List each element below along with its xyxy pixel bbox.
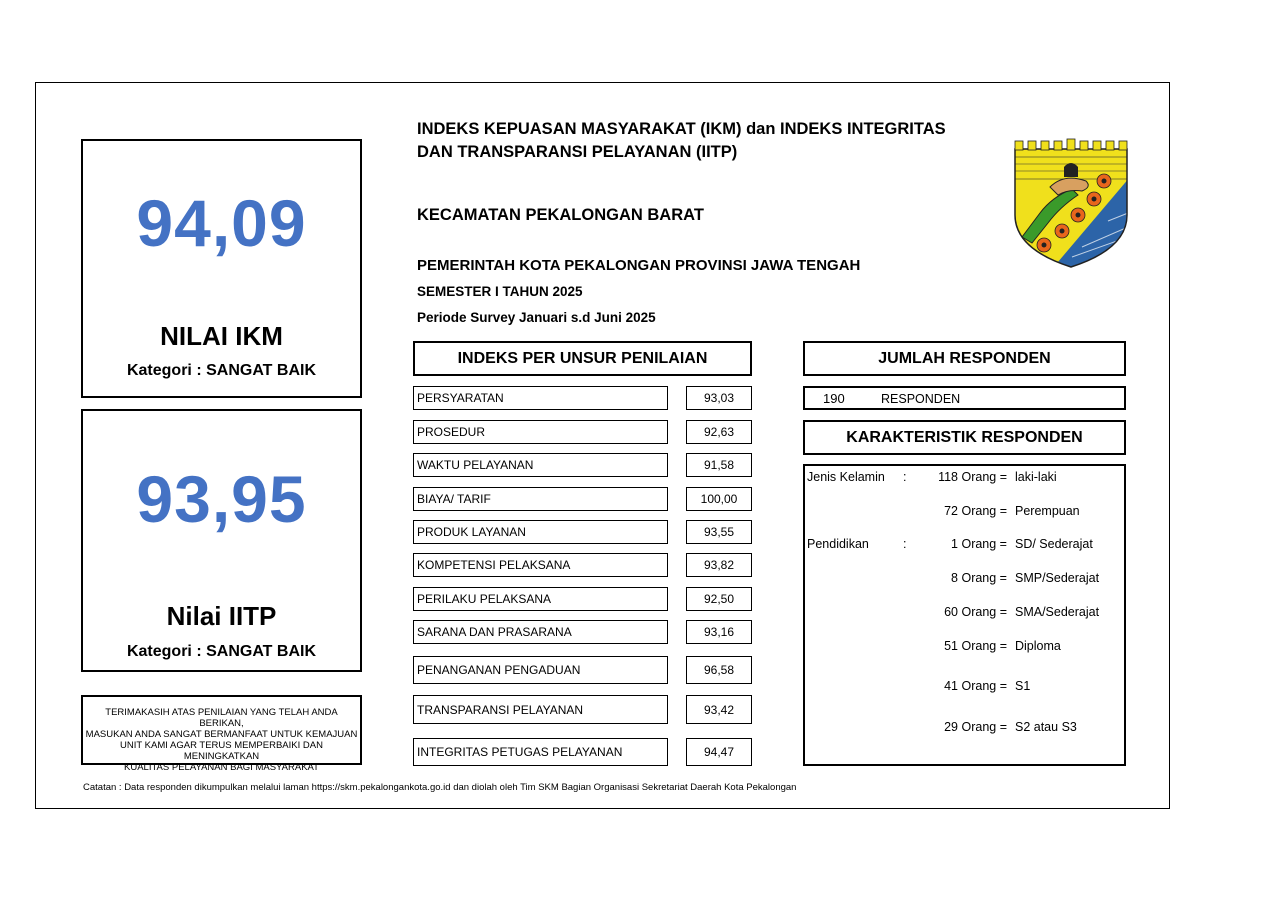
- karakteristik-box: [803, 464, 1126, 766]
- pendidikan-colon: :: [903, 537, 907, 551]
- unsur-value: 92,50: [686, 587, 752, 611]
- thanks-line: TERIMAKASIH ATAS PENILAIAN YANG TELAH ANDA BERIKAN,: [105, 707, 338, 729]
- karakteristik-desc: Diploma: [1015, 639, 1061, 653]
- ikm-label: NILAI IKM: [160, 321, 283, 351]
- responden-header: JUMLAH RESPONDEN: [803, 341, 1126, 376]
- kecamatan-title: KECAMATAN PEKALONGAN BARAT: [417, 206, 704, 224]
- pendidikan-label: Pendidikan: [807, 537, 869, 551]
- unsur-name: PRODUK LAYANAN: [413, 520, 668, 544]
- unsur-name: PROSEDUR: [413, 420, 668, 444]
- karakteristik-count: 1 Orang =: [951, 537, 1007, 551]
- unsur-name: PERILAKU PELAKSANA: [413, 587, 668, 611]
- iitp-label: Nilai IITP: [166, 601, 277, 631]
- karakteristik-count: 51 Orang =: [944, 639, 1007, 653]
- unsur-value: 94,47: [686, 738, 752, 766]
- karakteristik-count: 41 Orang =: [944, 679, 1007, 693]
- unsur-name: PENANGANAN PENGADUAN: [413, 656, 668, 684]
- unsur-name: KOMPETENSI PELAKSANA: [413, 553, 668, 577]
- thanks-line: KUALITAS PELAYANAN BAGI MASYARAKAT: [124, 762, 319, 773]
- karakteristik-desc: Perempuan: [1015, 504, 1080, 518]
- unsur-value: 100,00: [686, 487, 752, 511]
- jenis-kelamin-label: Jenis Kelamin: [807, 470, 885, 484]
- unsur-value: 93,03: [686, 386, 752, 410]
- unsur-name: SARANA DAN PRASARANA: [413, 620, 668, 644]
- kota-pekalongan-emblem-icon: [1012, 137, 1130, 269]
- ikm-box: [81, 139, 362, 398]
- unsur-name: INTEGRITAS PETUGAS PELAYANAN: [413, 738, 668, 766]
- karakteristik-desc: SMP/Sederajat: [1015, 571, 1100, 585]
- karakteristik-count: 118 Orang =: [938, 470, 1007, 484]
- iitp-kategori: Kategori : SANGAT BAIK: [126, 643, 317, 660]
- thanks-line: UNIT KAMI AGAR TERUS MEMPERBAIKI DAN MENINGKATKAN: [120, 740, 323, 762]
- unsur-name: TRANSPARANSI PELAYANAN: [413, 695, 668, 724]
- karakteristik-count: 29 Orang =: [944, 720, 1007, 734]
- unsur-value: 96,58: [686, 656, 752, 684]
- karakteristik-count: 72 Orang =: [944, 504, 1007, 518]
- unsur-value: 93,55: [686, 520, 752, 544]
- unsur-value: 91,58: [686, 453, 752, 477]
- responden-count: 190: [823, 391, 845, 406]
- unsur-value: 93,82: [686, 553, 752, 577]
- semester-text: SEMESTER I TAHUN 2025: [417, 284, 583, 299]
- jenis-kelamin-colon: :: [903, 470, 907, 484]
- responden-count-box: [803, 386, 1126, 410]
- catatan-note: Catatan : Data responden dikumpulkan melalui laman https://skm.pekalongankota.go.id dan diolah oleh Tim SKM Bagian Organisasi Sekretariat Daerah Kota Pekalongan: [83, 782, 797, 793]
- karakteristik-desc: SMA/Sederajat: [1015, 605, 1100, 619]
- unsur-name: BIAYA/ TARIF: [413, 487, 668, 511]
- ikm-value: 94,09: [136, 186, 307, 260]
- thanks-line: MASUKAN ANDA SANGAT BERMANFAAT UNTUK KEMAJUAN: [85, 729, 358, 740]
- karakteristik-header: KARAKTERISTIK RESPONDEN: [803, 420, 1126, 455]
- unsur-value: 93,16: [686, 620, 752, 644]
- unsur-name: PERSYARATAN: [413, 386, 668, 410]
- karakteristik-desc: S1: [1015, 679, 1031, 693]
- karakteristik-desc: laki-laki: [1015, 470, 1057, 484]
- karakteristik-desc: SD/ Sederajat: [1015, 537, 1093, 551]
- ikm-kategori: Kategori : SANGAT BAIK: [126, 362, 317, 379]
- thanks-box: [81, 695, 362, 773]
- report-title-line1: INDEKS KEPUASAN MASYARAKAT (IKM) dan INDEKS INTEGRITAS: [417, 120, 946, 138]
- responden-label: RESPONDEN: [881, 392, 961, 406]
- unsur-name: WAKTU PELAYANAN: [413, 453, 668, 477]
- karakteristik-count: 8 Orang =: [951, 571, 1007, 585]
- periode-text: Periode Survey Januari s.d Juni 2025: [417, 310, 656, 325]
- unsur-value: 93,42: [686, 695, 752, 724]
- unsur-value: 92,63: [686, 420, 752, 444]
- report-title-line2: DAN TRANSPARANSI PELAYANAN (IITP): [417, 143, 738, 161]
- iitp-box: [81, 409, 362, 672]
- iitp-value: 93,95: [136, 462, 307, 536]
- karakteristik-count: 60 Orang =: [944, 605, 1007, 619]
- karakteristik-desc: S2 atau S3: [1015, 720, 1077, 734]
- unsur-header: INDEKS PER UNSUR PENILAIAN: [413, 341, 752, 376]
- pemerintah-title: PEMERINTAH KOTA PEKALONGAN PROVINSI JAWA TENGAH: [417, 257, 861, 274]
